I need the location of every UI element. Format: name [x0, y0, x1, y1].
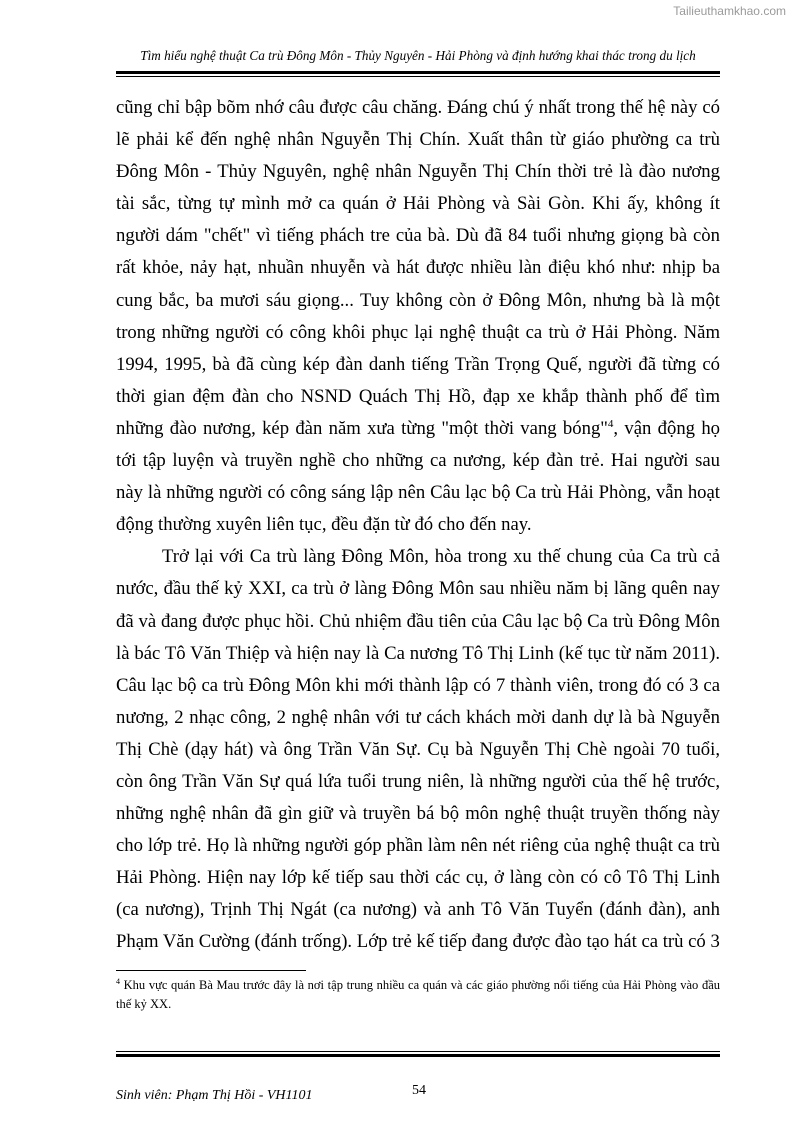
header-rule-thick [116, 71, 720, 74]
footnote-number: 4 [116, 976, 120, 986]
footer-student: Sinh viên: Phạm Thị Hồi - VH1101 [116, 1088, 313, 1103]
footnote-text: Khu vực quán Bà Mau trước đây là nơi tập trung nhiều ca quán và các giáo phường nổi tiếng của Hải Phòng vào đầu thế kỷ XX. [116, 978, 720, 1011]
paragraph-1-part-2: , vận động họ tới tập luyện và truyền nghề cho những ca nương, kép đàn trẻ. Hai người sau này là những người có công sáng lập nên Câu lạc bộ Ca trù Hải Phòng, vẫn hoạt động thường xuyên liên tục, đều đặn từ đó cho đến nay. [116, 417, 721, 536]
paragraph-1-part-1: cũng chỉ bập bõm nhớ câu được câu chăng. Đáng chú ý nhất trong thế hệ này có lẽ phải kể đến nghệ nhân Nguyễn Thị Chín. Xuất thân từ giáo phường ca trù Đông Môn - Thủy Nguyên, nghệ nhân Nguyễn Thị Chín thời trẻ là đào nương tài sắc, từng tự mình mở ca quán ở Hải Phòng và Sài Gòn. Khi ấy, không ít người dám "chết" vì tiếng phách tre của bà. Dù đã 84 tuổi nhưng giọng bà còn rất khỏe, nảy hạt, nhuần nhuyễn và hát được nhiều làn điệu khó như: nhịp ba cung bắc, ba mươi sáu giọng... Tuy không còn ở Đông Môn, nhưng bà là một trong những người có công khôi phục lại nghệ thuật ca trù ở Hải Phòng. Năm 1994, 1995, bà đã cùng kép đàn danh tiếng Trần Trọng Quế, người đã từng có thời gian đệm đàn cho NSND Quách Thị Hồ, đạp xe khắp thành phố để tìm những đào nương, kép đàn năm xưa từng "một thời vang bóng" [116, 97, 720, 439]
header-rule-thin [116, 76, 720, 77]
page-number: 54 [412, 1083, 426, 1098]
paragraph-1 [116, 92, 720, 541]
footer-rule-thick [116, 1054, 720, 1057]
paragraph-2: Trở lại với Ca trù làng Đông Môn, hòa trong xu thế chung của Ca trù cả nước, đầu thế kỷ XXI, ca trù ở làng Đông Môn sau nhiều năm bị lãng quên nay đã và đang được phục hồi. Chủ nhiệm đầu tiên của Câu lạc bộ Ca trù Đông Môn là bác Tô Văn Thiệp và hiện nay là Ca nương Tô Thị Linh (kế tục từ năm 2011). Câu lạc bộ ca trù Đông Môn khi mới thành lập có 7 thành viên, trong đó có 3 ca nương, 2 nhạc công, 2 nghệ nhân với tư cách khách mời danh dự là bà Nguyễn Thị Chè (dạy hát) và ông Trần Văn Sự. Cụ bà Nguyễn Thị Chè ngoài 70 tuổi, còn ông Trần Văn Sự quá lứa tuổi trung niên, là những người của thế hệ trước, những nghệ nhân đã gìn giữ và truyền bá bộ môn nghệ thuật truyền thống này cho lớp trẻ. Họ là những người góp phần làm nên nét riêng của nghệ thuật ca trù Hải Phòng. Hiện nay lớp kế tiếp sau thời các cụ, ở làng còn có cô Tô Thị Linh (ca nương), Trịnh Thị Ngát (ca nương) và anh Tô Văn Tuyển (đánh đàn), anh Phạm Văn Cường (đánh trống). Lớp trẻ kế tiếp đang được đào tạo hát ca trù có 3 [116, 546, 720, 953]
footer-rule-thin [116, 1051, 720, 1052]
footnote-separator [116, 970, 306, 971]
footnote-reference[interactable]: 4 [607, 417, 614, 430]
body-text [116, 92, 720, 959]
footnote [116, 976, 720, 1014]
watermark: Tailieuthamkhao.com [673, 4, 786, 18]
page-header: Tìm hiểu nghệ thuật Ca trù Đông Môn - Thủy Nguyên - Hải Phòng và định hướng khai thác trong du lịch [140, 48, 696, 63]
